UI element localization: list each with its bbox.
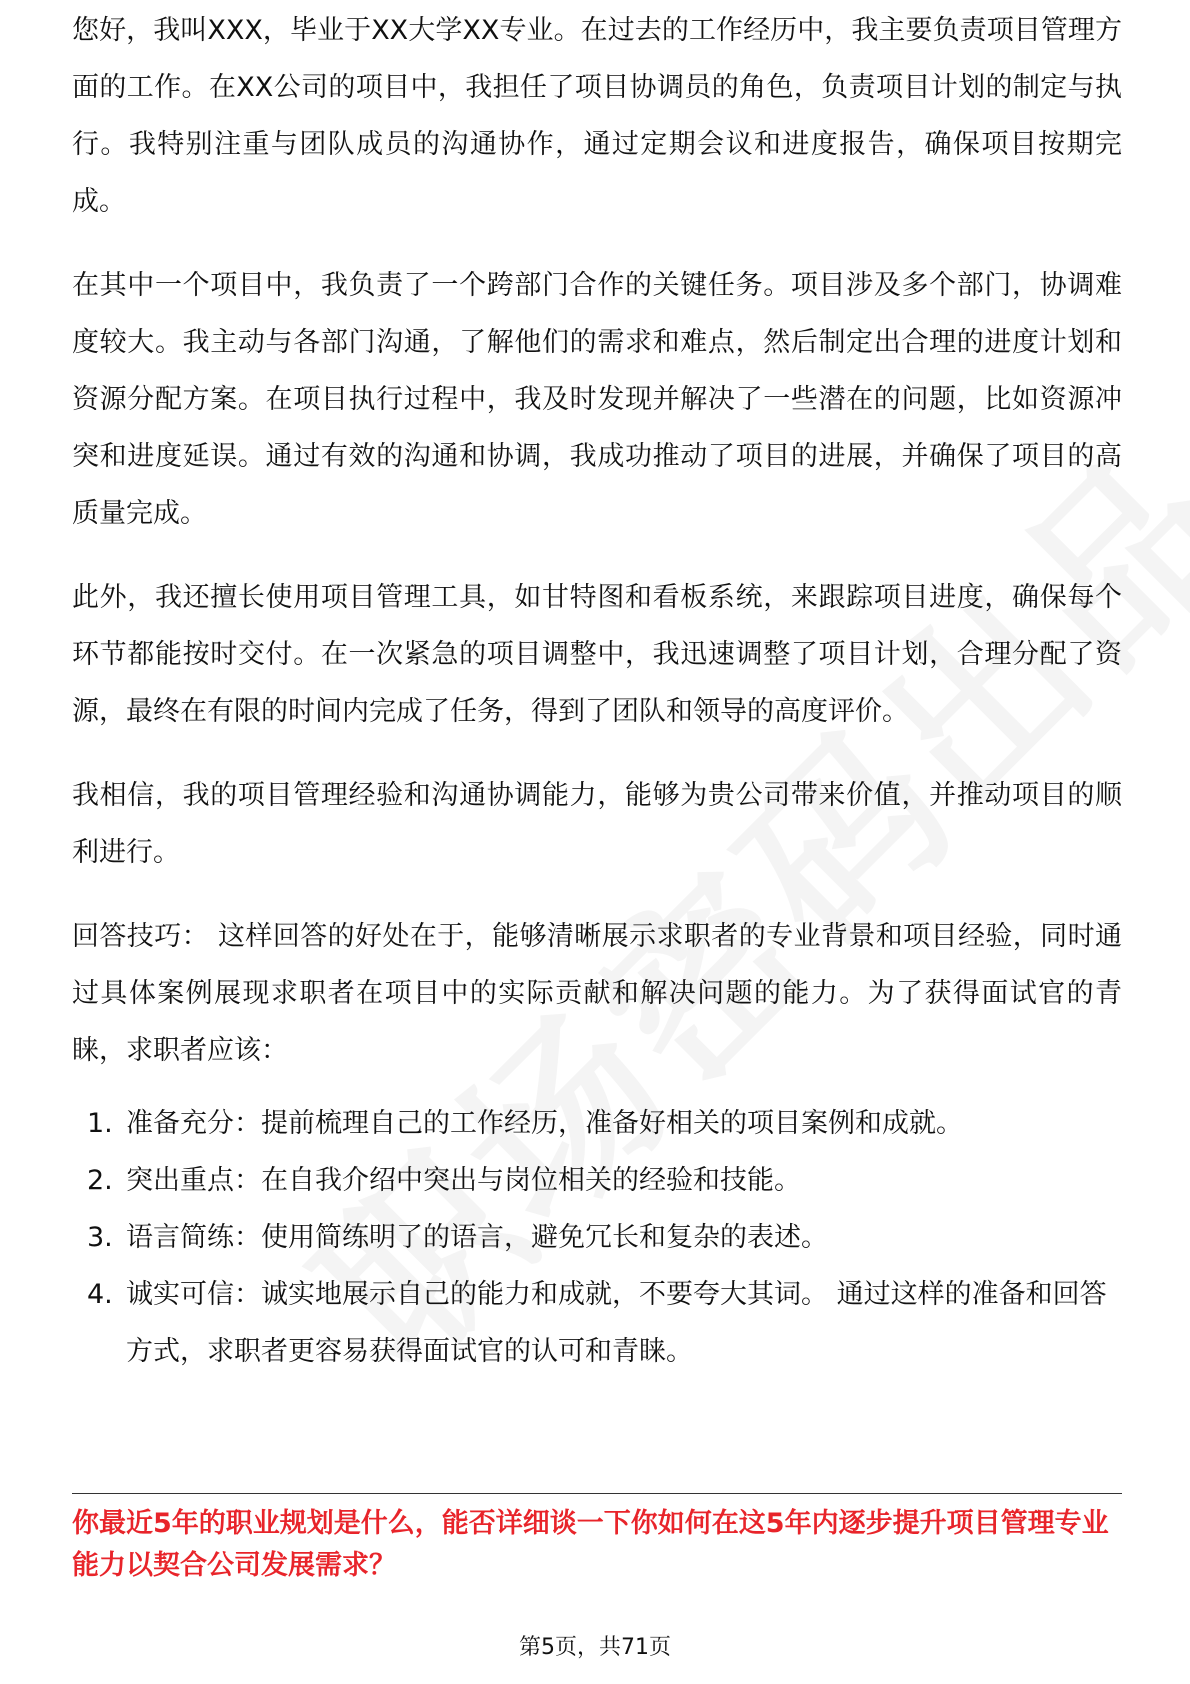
list-item-text: 准备充分：提前梳理自己的工作经历，准备好相关的项目案例和成就。: [126, 1108, 963, 1139]
list-item: [72, 1152, 1122, 1209]
answer-paragraph-4: 我相信，我的项目管理经验和沟通协调能力，能够为贵公司带来价值，并推动项目的顺利进行。: [72, 780, 1122, 868]
list-item-text: 语言简练：使用简练明了的语言，避免冗长和复杂的表述。: [126, 1222, 828, 1253]
list-item-number: 1.: [87, 1108, 113, 1139]
tips-intro: 回答技巧： 这样回答的好处在于，能够清晰展示求职者的专业背景和项目经验，同时通过具体案例展现求职者在项目中的实际贡献和解决问题的能力。为了获得面试官的青睐，求职者应该：: [72, 921, 1122, 1066]
answer-paragraph-2: 在其中一个项目中，我负责了一个跨部门合作的关键任务。项目涉及多个部门，协调难度较大。我主动与各部门沟通，了解他们的需求和难点，然后制定出合理的进度计划和资源分配方案。在项目执行过程中，我及时发现并解决了一些潜在的问题，比如资源冲突和进度延误。通过有效的沟通和协调，我成功推动了项目的进展，并确保了项目的高质量完成。: [72, 270, 1122, 529]
list-item-text: 诚实可信：诚实地展示自己的能力和成就，不要夸大其词。 通过这样的准备和回答方式，求职者更容易获得面试官的认可和青睐。: [126, 1279, 1107, 1367]
answer-body: [72, 15, 1122, 1380]
answer-paragraph-1: 您好，我叫XXX，毕业于XX大学XX专业。在过去的工作经历中，我主要负责项目管理方面的工作。在XX公司的项目中，我担任了项目协调员的角色，负责项目计划的制定与执行。我特别注重与团队成员的沟通协作，通过定期会议和进度报告，确保项目按期完成。: [72, 15, 1122, 217]
list-item-text: 突出重点：在自我介绍中突出与岗位相关的经验和技能。: [126, 1165, 801, 1196]
list-item: [72, 1266, 1122, 1380]
tips-list: [72, 1095, 1122, 1380]
next-question-heading: 你最近5年的职业规划是什么，能否详细谈一下你如何在这5年内逐步提升项目管理专业能力以契合公司发展需求？: [72, 1508, 1109, 1581]
answer-paragraph-3: 此外，我还擅长使用项目管理工具，如甘特图和看板系统，来跟踪项目进度，确保每个环节都能按时交付。在一次紧急的项目调整中，我迅速调整了项目计划，合理分配了资源，最终在有限的时间内完成了任务，得到了团队和领导的高度评价。: [72, 582, 1122, 727]
list-item: [72, 1209, 1122, 1266]
section-divider: [72, 1493, 1122, 1494]
list-item-number: 2.: [87, 1165, 113, 1196]
list-item-number: 4.: [87, 1279, 113, 1310]
list-item: [72, 1095, 1122, 1152]
list-item-number: 3.: [87, 1222, 113, 1253]
page-number-footer: 第5页，共71页: [519, 1635, 671, 1660]
